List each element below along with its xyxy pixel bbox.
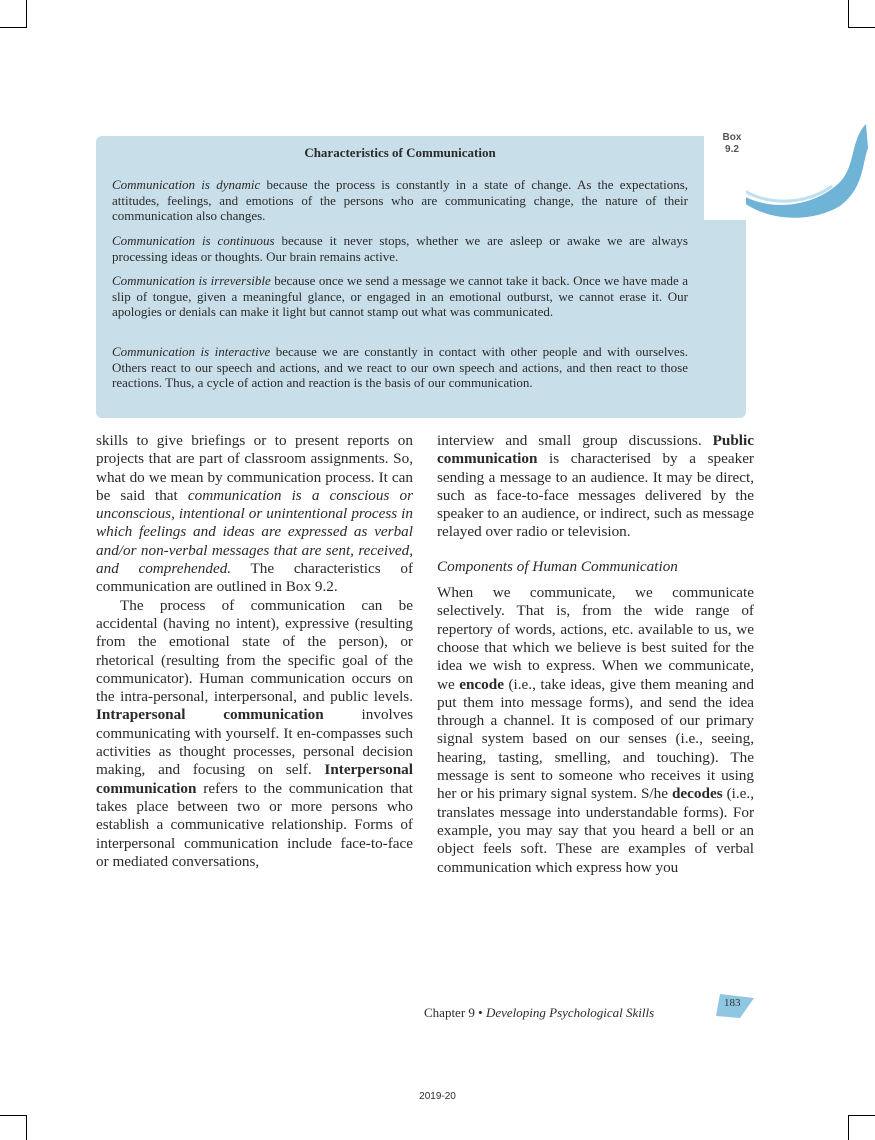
left-p2-text-a: The process of communication can be accidental (having no intent), expressive (resulting from the emotional state of the person), or rhetorical (resulting from the specific goal of the communicator). Human communication occurs on the intra-personal, interpersonal, and public levels. [96, 596, 413, 706]
left-p1-text-b: The characteristics of communication are outlined in Box 9.2. [96, 560, 414, 596]
term-encode: encode [459, 675, 504, 693]
footer-chapter-title: Developing Psychological Skills [485, 1005, 655, 1020]
left-paragraph-2 [96, 597, 413, 871]
box-p1-text: because the process is constantly in a state of change. As the expectations, attitudes, feelings, and emotions of the persons who are communicating change, the nature of their communication also changes. [112, 177, 689, 224]
left-column [96, 432, 413, 871]
crop-mark-top-left-h [0, 27, 26, 28]
left-p2-text-c: refers to the communication that takes place between two or more persons who establish a communicative relationship. Forms of interpersonal communication include face-to-face or mediated conversations, [96, 779, 413, 870]
box-p3-text: because once we send a message we cannot take it back. Once we have made a slip of tongue, given a meaningful glance, or engaged in an emotional outburst, we cannot erase it. Our apologies or denials can make it light but cannot stamp out what was communicated. [112, 273, 688, 320]
right-p2-text-c: (i.e., translates message into understandable forms). For example, you may say that you heard a bell or an object feels soft. These are examples of verbal communication which express how you [437, 785, 754, 876]
box-paragraph-dynamic [112, 177, 688, 224]
footer-chapter-number: Chapter 9 • [424, 1005, 486, 1020]
right-p2-text-a: When we communicate, we communicate selectively. That is, from the wide range of repertory of words, actions, etc. available to us, we choose that which we believe is best suited for the idea we wish to express. When we communicate, we [437, 584, 754, 693]
section-heading-components: Components of Human Communication [437, 557, 678, 575]
edition-year: 2019-20 [419, 1091, 456, 1102]
term-interpersonal: Interpersonal communication [96, 761, 413, 797]
box-number-label [714, 128, 750, 168]
left-p2-text-b: involves communicating with yourself. It en-compasses such activities as thought processes, personal decision making, and focusing on self. [96, 706, 413, 779]
box-paragraph-continuous [112, 233, 688, 264]
crop-mark-bottom-right-h [849, 1115, 875, 1116]
term-continuous: Communication is continuous [112, 233, 275, 248]
crop-mark-bottom-left-v [26, 1115, 27, 1140]
term-intrapersonal: Intrapersonal communication [96, 706, 324, 724]
box-label-word: Box [722, 132, 742, 143]
box-paragraph-irreversible [112, 273, 688, 320]
right-column [437, 432, 754, 877]
term-public: Public communication [437, 432, 754, 468]
right-p2-text-b: (i.e., take ideas, give them meaning and put them into message forms), and send the idea through a channel. It is composed of our primary signal system based on our senses (i.e., seeing, hearing, tasting, smelling, and touching). The message is sent to someone who receives it using her or his primary signal system. S/he [437, 675, 754, 803]
crop-mark-bottom-left-h [0, 1115, 26, 1116]
right-p1-text-a: interview and small group discussions. [437, 432, 713, 449]
term-decodes: decodes [671, 785, 723, 803]
term-interactive: Communication is interactive [112, 344, 271, 359]
box-p4-text: because we are constantly in contact with other people and with ourselves. Others react to our speech and actions, and we react to our own speech and actions, and then react to those reactions. Thus, a cycle of action and reaction is the basis of our communication. [112, 344, 689, 391]
left-p1-text-a: skills to give briefings or to present reports on projects that are part of classroom assignments. So, what do we mean by communication process. It can be said that [96, 432, 413, 504]
right-p1-text-b: is characterised by a speaker sending a message to an audience. It may be direct, such as face-to-face messages delivered by the speaker to an audience, or indirect, such as message relayed over radio or television. [437, 450, 754, 541]
definition-italic: communication is a conscious or unconscious, intentional or unintentional process in which feelings and ideas are expressed as verbal and/or non-verbal messages that are sent, received, and comprehended. [96, 486, 413, 578]
term-dynamic: Communication is dynamic [112, 177, 261, 192]
footer-chapter-line [424, 1005, 654, 1021]
right-paragraph-1 [437, 432, 754, 542]
page-number: 183 [724, 997, 741, 1009]
term-irreversible: Communication is irreversible [112, 273, 271, 288]
crop-mark-top-left-v [26, 0, 27, 28]
crop-mark-top-right-h [849, 27, 875, 28]
crop-mark-top-right-v [848, 0, 849, 28]
crop-mark-bottom-right-v [848, 1115, 849, 1140]
box-p2-text: because it never stops, whether we are asleep or awake we are always processing ideas or thoughts. Our brain remains active. [112, 233, 688, 264]
box-title: Characteristics of Communication [304, 145, 496, 160]
right-paragraph-2 [437, 584, 754, 877]
box-label-number: 9.2 [725, 144, 739, 155]
box-paragraph-interactive [112, 344, 688, 391]
left-paragraph-1 [96, 432, 413, 597]
